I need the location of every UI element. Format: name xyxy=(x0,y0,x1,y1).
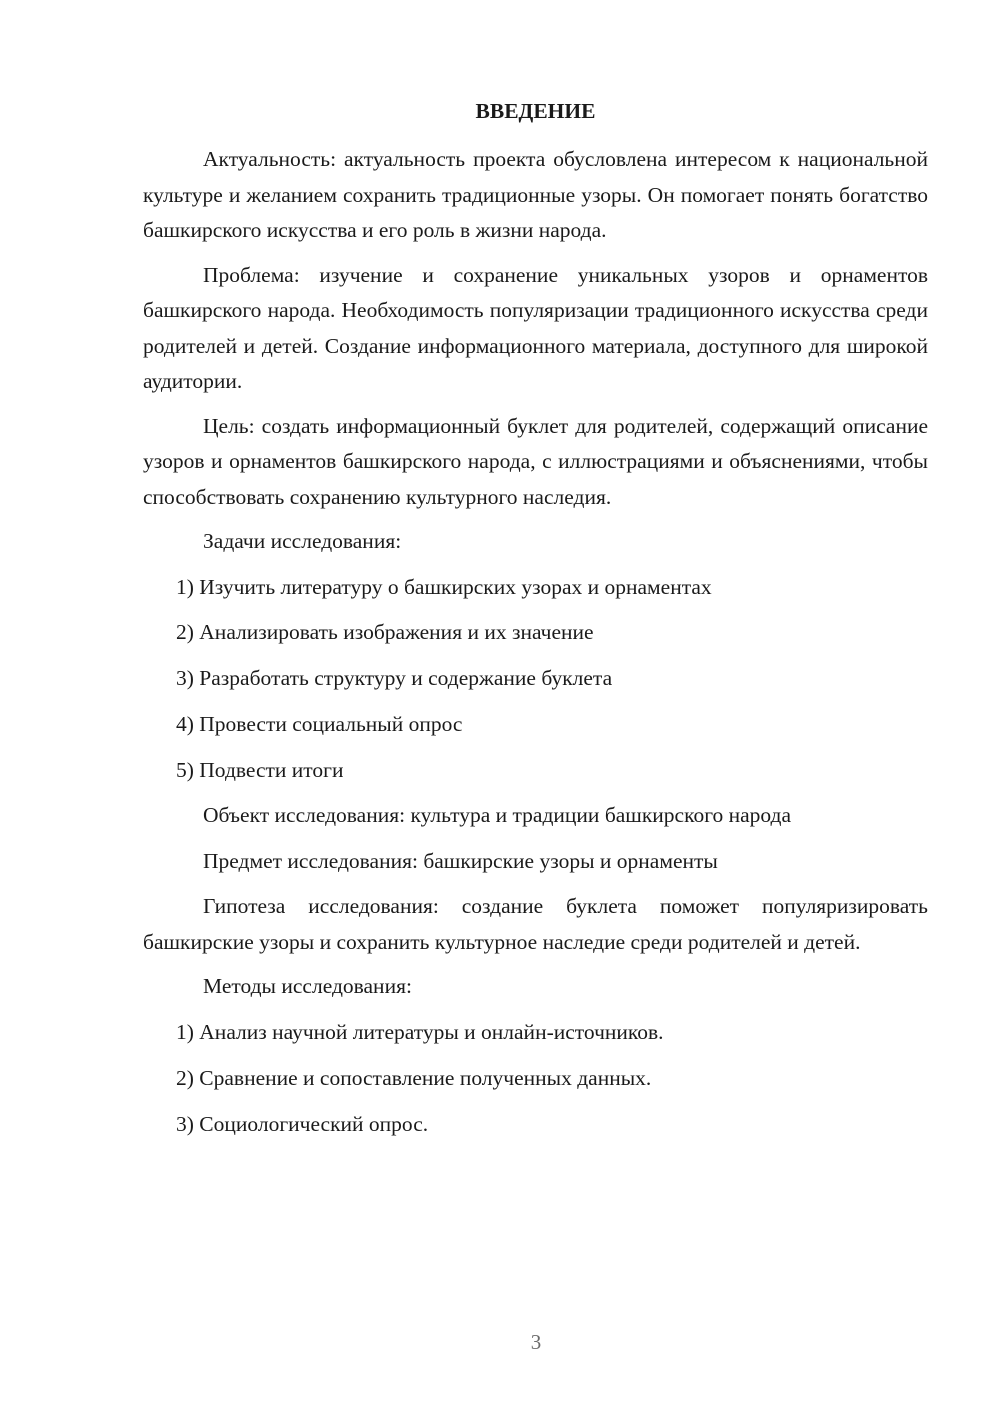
research-subject: Предмет исследования: башкирские узоры и орнаменты xyxy=(203,848,718,873)
page-title: ВВЕДЕНИЕ xyxy=(475,99,596,123)
method-item: 1) Анализ научной литературы и онлайн-источников. xyxy=(176,1019,664,1044)
task-item: 5) Подвести итоги xyxy=(176,757,344,782)
tasks-heading: Задачи исследования: xyxy=(203,529,402,553)
methods-heading: Методы исследования: xyxy=(203,974,412,999)
page-number: 3 xyxy=(530,1330,542,1354)
research-object: Объект исследования: культура и традиции башкирского народа xyxy=(203,803,792,828)
task-item: 2) Анализировать изображения и их значение xyxy=(176,620,594,645)
relevance-paragraph: Актуальность: актуальность проекта обусловлена интересом к национальной культуре и желанием сохранить традиционные узоры. Он помогает понять богатство башкирского искусства и его роль в жизни народа. xyxy=(143,147,928,242)
goal-paragraph: Цель: создать информационный буклет для родителей, содержащий описание узоров и орнаментов башкирского народа, с иллюстрациями и объяснениями, чтобы способствовать сохранению культурного наследия. xyxy=(143,413,928,509)
task-item: 4) Провести социальный опрос xyxy=(176,711,463,736)
task-item: 3) Разработать структуру и содержание буклета xyxy=(176,666,613,691)
hypothesis-paragraph: Гипотеза исследования: создание буклета поможет популяризировать башкирские узоры и сохранить культурное наследие среди родителей и детей. xyxy=(143,894,928,954)
method-item: 3) Социологический опрос. xyxy=(176,1111,429,1136)
task-item: 1) Изучить литературу о башкирских узорах и орнаментах xyxy=(176,574,712,599)
problem-paragraph: Проблема: изучение и сохранение уникальных узоров и орнаментов башкирского народа. Необходимость популяризации традиционного искусства среди родителей и детей. Создание информационного материала, доступного для широкой аудитории. xyxy=(143,262,928,393)
method-item: 2) Сравнение и сопоставление полученных данных. xyxy=(176,1065,652,1090)
document-page xyxy=(143,96,928,1152)
